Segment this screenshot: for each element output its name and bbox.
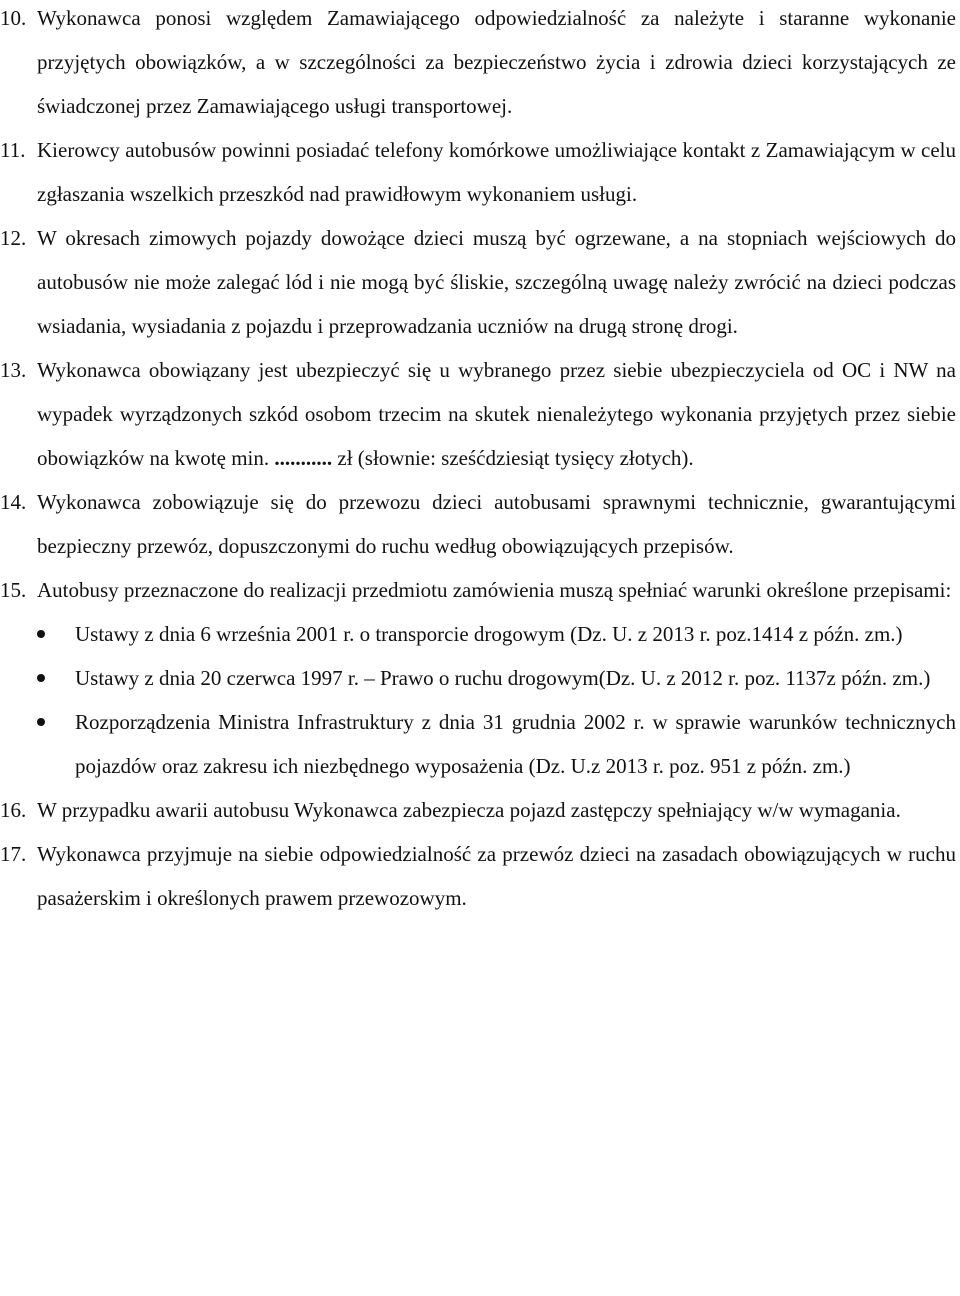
paragraph-text: Autobusy przeznaczone do realizacji przedmiotu zamówienia muszą spełniać warunki określone przepisami: xyxy=(37,578,952,602)
list-item-text: Ustawy z dnia 20 czerwca 1997 r. – Prawo o ruchu drogowym(Dz. U. z 2012 r. poz. 1137z późn. zm.) xyxy=(75,666,931,690)
list-item xyxy=(0,612,960,656)
bullet-icon xyxy=(37,630,45,638)
regulations-list xyxy=(0,612,960,788)
paragraph-number: 15. xyxy=(0,578,27,602)
list-item-text: Ustawy z dnia 6 września 2001 r. o transporcie drogowym (Dz. U. z 2013 r. poz.1414 z późn. zm.) xyxy=(75,622,903,646)
paragraph-17 xyxy=(0,832,960,920)
paragraph-13 xyxy=(0,348,960,480)
paragraph-16 xyxy=(0,788,960,832)
paragraph-number: 16. xyxy=(0,798,27,822)
paragraph-text: Wykonawca ponosi względem Zamawiającego odpowiedzialność za należyte i staranne wykonanie przyjętych obowiązków, a w szczególności za bezpieczeństwo życia i zdrowia dzieci korzystających ze świadczonej przez Zamawiającego usługi transportowej. xyxy=(37,6,956,118)
paragraph-text: Wykonawca przyjmuje na siebie odpowiedzialność za przewóz dzieci na zasadach obowiązujących w ruchu pasażerskim i określonych prawem przewozowym. xyxy=(37,842,956,910)
paragraph-number: 17. xyxy=(0,842,27,866)
paragraph-12 xyxy=(0,216,960,348)
amount-placeholder: ........... xyxy=(274,446,333,470)
paragraph-15 xyxy=(0,568,960,612)
bullet-icon xyxy=(37,718,45,726)
paragraph-14 xyxy=(0,480,960,568)
bullet-icon xyxy=(37,674,45,682)
paragraph-number: 13. xyxy=(0,358,27,382)
paragraph-number: 12. xyxy=(0,226,27,250)
paragraph-number: 11. xyxy=(0,138,26,162)
paragraph-11 xyxy=(0,128,960,216)
paragraph-text: Wykonawca zobowiązuje się do przewozu dzieci autobusami sprawnymi technicznie, gwarantującymi bezpieczny przewóz, dopuszczonymi do ruchu według obowiązujących przepisów. xyxy=(37,490,956,558)
paragraph-text-after: zł (słownie: sześćdziesiąt tysięcy złotych). xyxy=(337,446,694,470)
list-item-text: Rozporządzenia Ministra Infrastruktury z dnia 31 grudnia 2002 r. w sprawie warunków technicznych pojazdów oraz zakresu ich niezbędnego wyposażenia (Dz. U.z 2013 r. poz. 951 z późn. zm.) xyxy=(75,710,956,778)
paragraph-text: W okresach zimowych pojazdy dowożące dzieci muszą być ogrzewane, a na stopniach wejściowych do autobusów nie może zalegać lód i nie mogą być śliskie, szczególną uwagę należy zwrócić na dzieci podczas wsiadania, wysiadania z pojazdu i przeprowadzania uczniów na drugą stronę drogi. xyxy=(37,226,956,338)
list-item xyxy=(0,656,960,700)
paragraph-text: W przypadku awarii autobusu Wykonawca zabezpiecza pojazd zastępczy spełniający w/w wymagania. xyxy=(37,798,901,822)
paragraph-10 xyxy=(0,0,960,128)
paragraph-text: Wykonawca obowiązany jest ubezpieczyć się u wybranego przez siebie ubezpieczyciela od OC i NW na wypadek wyrządzonych szkód osobom trzecim na skutek nienależytego wykonania przyjętych przez siebie obowiązków na kwotę min. xyxy=(37,358,956,470)
paragraph-number: 10. xyxy=(0,6,27,30)
paragraph-number: 14. xyxy=(0,490,27,514)
paragraph-text: Kierowcy autobusów powinni posiadać telefony komórkowe umożliwiające kontakt z Zamawiającym w celu zgłaszania wszelkich przeszkód nad prawidłowym wykonaniem usługi. xyxy=(37,138,956,206)
list-item xyxy=(0,700,960,788)
